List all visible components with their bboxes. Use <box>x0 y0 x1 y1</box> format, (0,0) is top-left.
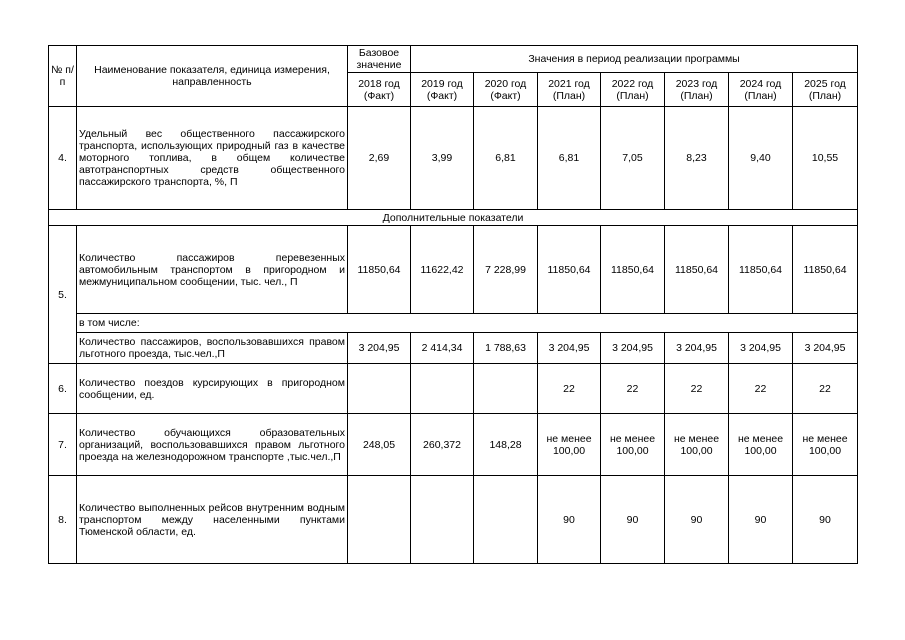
value-cell: 9,40 <box>729 107 793 210</box>
header-year-kind: (План) <box>744 89 777 102</box>
section-additional-indicators: Дополнительные показатели <box>49 210 858 226</box>
value-cell: 90 <box>538 476 601 564</box>
header-year-kind: (Факт) <box>490 89 521 102</box>
value-cell: 22 <box>793 364 858 414</box>
value-cell: 10,55 <box>793 107 858 210</box>
value-cell: 3 204,95 <box>348 333 411 364</box>
row-number: 7. <box>49 414 77 476</box>
value-cell: 22 <box>601 364 665 414</box>
indicator-name: Удельный вес общественного пассажирского транспорта, использующих природный газ в качестве моторного топлива, в общем количестве автотранспортных средств общественного пассажирского транспорта, %, П <box>77 107 348 210</box>
value-cell: 8,23 <box>665 107 729 210</box>
table-row <box>49 226 858 314</box>
value-cell: не менее 100,00 <box>793 414 858 476</box>
table-row <box>49 476 858 564</box>
header-year: 2022 год <box>611 77 654 90</box>
header-year: 2020 год <box>484 77 527 90</box>
header-year: 2023 год <box>675 77 718 90</box>
value-cell: не менее 100,00 <box>665 414 729 476</box>
value-cell: 6,81 <box>538 107 601 210</box>
indicator-name: Количество пассажиров перевезенных автомобильным транспортом в пригородном и межмуниципальном сообщении, тыс. чел., П <box>77 226 348 314</box>
value-cell: 22 <box>538 364 601 414</box>
value-cell: 2 414,34 <box>411 333 474 364</box>
value-cell: 90 <box>793 476 858 564</box>
value-cell: 3 204,95 <box>793 333 858 364</box>
header-year-kind: (План) <box>808 89 842 102</box>
value-cell: 1 788,63 <box>474 333 538 364</box>
indicators-table <box>48 45 858 564</box>
value-cell: 7 228,99 <box>474 226 538 314</box>
value-cell: 3 204,95 <box>538 333 601 364</box>
value-cell: 6,81 <box>474 107 538 210</box>
indicator-name: Количество обучающихся образовательных организаций, воспользовавшихся правом льготного проезда на железнодорожном транспорте ,тыс.чел.,П <box>77 414 348 476</box>
value-cell: 11850,64 <box>538 226 601 314</box>
value-cell: не менее 100,00 <box>729 414 793 476</box>
value-cell: 248,05 <box>348 414 411 476</box>
row-number: 6. <box>49 364 77 414</box>
value-cell <box>411 364 474 414</box>
value-cell: не менее 100,00 <box>538 414 601 476</box>
header-year-cell <box>474 73 538 107</box>
value-cell: 90 <box>601 476 665 564</box>
header-base: Базовое значение <box>348 46 411 73</box>
value-cell: 3 204,95 <box>601 333 665 364</box>
value-cell: 90 <box>665 476 729 564</box>
header-period: Значения в период реализации программы <box>411 46 858 73</box>
row-number: 4. <box>49 107 77 210</box>
value-cell: 11622,42 <box>411 226 474 314</box>
header-year-kind: (Факт) <box>363 89 395 102</box>
header-year: 2025 год <box>804 77 846 90</box>
header-no: № п/п <box>49 46 77 107</box>
value-cell <box>348 364 411 414</box>
value-cell: 11850,64 <box>793 226 858 314</box>
header-year-cell <box>793 73 858 107</box>
value-cell: 22 <box>729 364 793 414</box>
table-row <box>49 314 858 333</box>
table-row <box>49 333 858 364</box>
header-year-cell <box>729 73 793 107</box>
value-cell: 11850,64 <box>665 226 729 314</box>
section-row <box>49 210 858 226</box>
value-cell <box>474 476 538 564</box>
value-cell: 3 204,95 <box>729 333 793 364</box>
header-year: 2018 год <box>358 77 400 90</box>
value-cell: 11850,64 <box>601 226 665 314</box>
value-cell: 260,372 <box>411 414 474 476</box>
header-year-cell <box>538 73 601 107</box>
table-row <box>49 107 858 210</box>
header-row-top <box>49 46 858 73</box>
header-year-kind: (План) <box>552 89 586 102</box>
value-cell: 148,28 <box>474 414 538 476</box>
indicator-name: Количество поездов курсирующих в пригородном сообщении, ед. <box>77 364 348 414</box>
header-year-cell <box>601 73 665 107</box>
header-indicator: Наименование показателя, единица измерения, направленность <box>77 46 348 107</box>
including-label: в том числе: <box>77 314 858 333</box>
value-cell: 3 204,95 <box>665 333 729 364</box>
value-cell: не менее 100,00 <box>601 414 665 476</box>
row-number: 5. <box>49 226 77 364</box>
value-cell: 11850,64 <box>348 226 411 314</box>
value-cell: 90 <box>729 476 793 564</box>
value-cell <box>348 476 411 564</box>
value-cell: 3,99 <box>411 107 474 210</box>
header-year: 2021 год <box>548 77 590 90</box>
table-row <box>49 364 858 414</box>
header-year-cell <box>411 73 474 107</box>
header-year-cell <box>348 73 411 107</box>
value-cell: 2,69 <box>348 107 411 210</box>
row-number: 8. <box>49 476 77 564</box>
indicator-name: Количество пассажиров, воспользовавшихся правом льготного проезда, тыс.чел.,П <box>77 333 348 364</box>
indicator-name: Количество выполненных рейсов внутренним водным транспортом между населенными пунктами Тюменской области, ед. <box>77 476 348 564</box>
header-year-kind: (План) <box>616 89 649 102</box>
header-year-cell <box>665 73 729 107</box>
header-year: 2019 год <box>421 77 463 90</box>
value-cell: 11850,64 <box>729 226 793 314</box>
header-year: 2024 год <box>739 77 782 90</box>
value-cell: 7,05 <box>601 107 665 210</box>
header-year-kind: (Факт) <box>426 89 458 102</box>
header-year-kind: (План) <box>680 89 713 102</box>
value-cell <box>411 476 474 564</box>
value-cell: 22 <box>665 364 729 414</box>
table-row <box>49 414 858 476</box>
value-cell <box>474 364 538 414</box>
